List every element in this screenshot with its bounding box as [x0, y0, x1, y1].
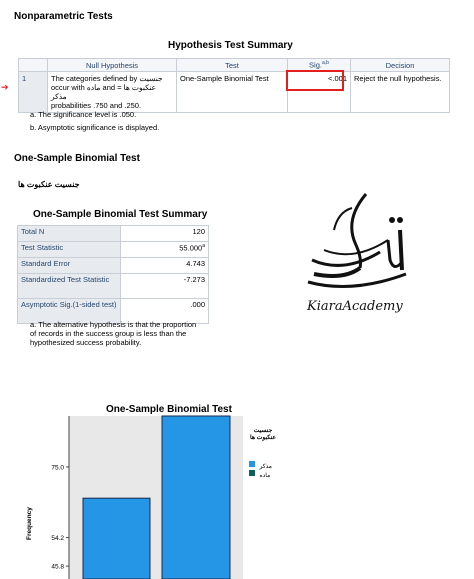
binomial-footnote: a. The alternative hypothesis is that the proportion of records in the success group is less than the hypothesized success probability. — [30, 320, 197, 347]
row-pointer-icon: ➔ — [1, 82, 9, 92]
test-cell: One-Sample Binomial Test — [177, 72, 288, 113]
binomial-summary-title: One-Sample Binomial Test Summary — [33, 209, 208, 220]
null-line-1: The categories defined by جنسیت — [51, 74, 163, 83]
y-axis-label: Frequency — [26, 507, 33, 540]
header-null-hypothesis: Null Hypothesis — [48, 59, 177, 72]
page-title: Nonparametric Tests — [14, 11, 113, 22]
variable-label: جنسیت عنکبوت ها — [18, 180, 80, 189]
row-label: Asymptotic Sig.(1-sided test) — [18, 299, 121, 324]
chart-bar — [162, 416, 230, 579]
chart-title: One-Sample Binomial Test — [106, 404, 232, 415]
logo-text: KiaraAcademy — [307, 299, 403, 314]
header-decision: Decision — [351, 59, 450, 72]
chart-bar — [83, 498, 150, 579]
row-value: 4.743 — [121, 258, 209, 274]
legend-swatch — [249, 470, 255, 476]
null-line-2: occur with ماده and عنکبوت ها = مذکر — [51, 83, 156, 101]
row-label: Standardized Test Statistic — [18, 274, 121, 299]
decision-cell: Reject the null hypothesis. — [351, 72, 450, 113]
legend-label: مذکر — [259, 464, 272, 470]
hypothesis-summary-title: Hypothesis Test Summary — [168, 40, 293, 51]
row-value: -7.273 — [121, 274, 209, 299]
legend-label: ماده — [259, 473, 271, 479]
row-value: 55.000$^a$ — [121, 242, 209, 258]
footnote-b: b. Asymptotic significance is displayed. — [30, 123, 160, 132]
sig-cell: <.001 — [288, 72, 351, 113]
binomial-section-title: One-Sample Binomial Test — [14, 153, 140, 164]
row-label: Standard Error — [18, 258, 121, 274]
row-value: 120 — [121, 226, 209, 242]
footnote-a: a. The significance level is .050. — [30, 110, 137, 119]
legend-title: جنسیت عنکبوت ها — [250, 428, 276, 441]
row-label: Test Statistic — [18, 242, 121, 258]
row-value: .000 — [121, 299, 209, 324]
header-test: Test — [177, 59, 288, 72]
null-line-3: probabilities .750 and .250. — [51, 101, 142, 110]
y-tick-label: 75.0 — [51, 464, 64, 472]
row-label: Total N — [18, 226, 121, 242]
y-tick-label: 54.2 — [51, 535, 64, 543]
y-tick-label: 45.8 — [51, 563, 64, 571]
header-sig: Sig.$^{a,b}$ — [288, 59, 351, 72]
row-number: 1 — [19, 72, 48, 113]
legend-item — [249, 464, 270, 482]
